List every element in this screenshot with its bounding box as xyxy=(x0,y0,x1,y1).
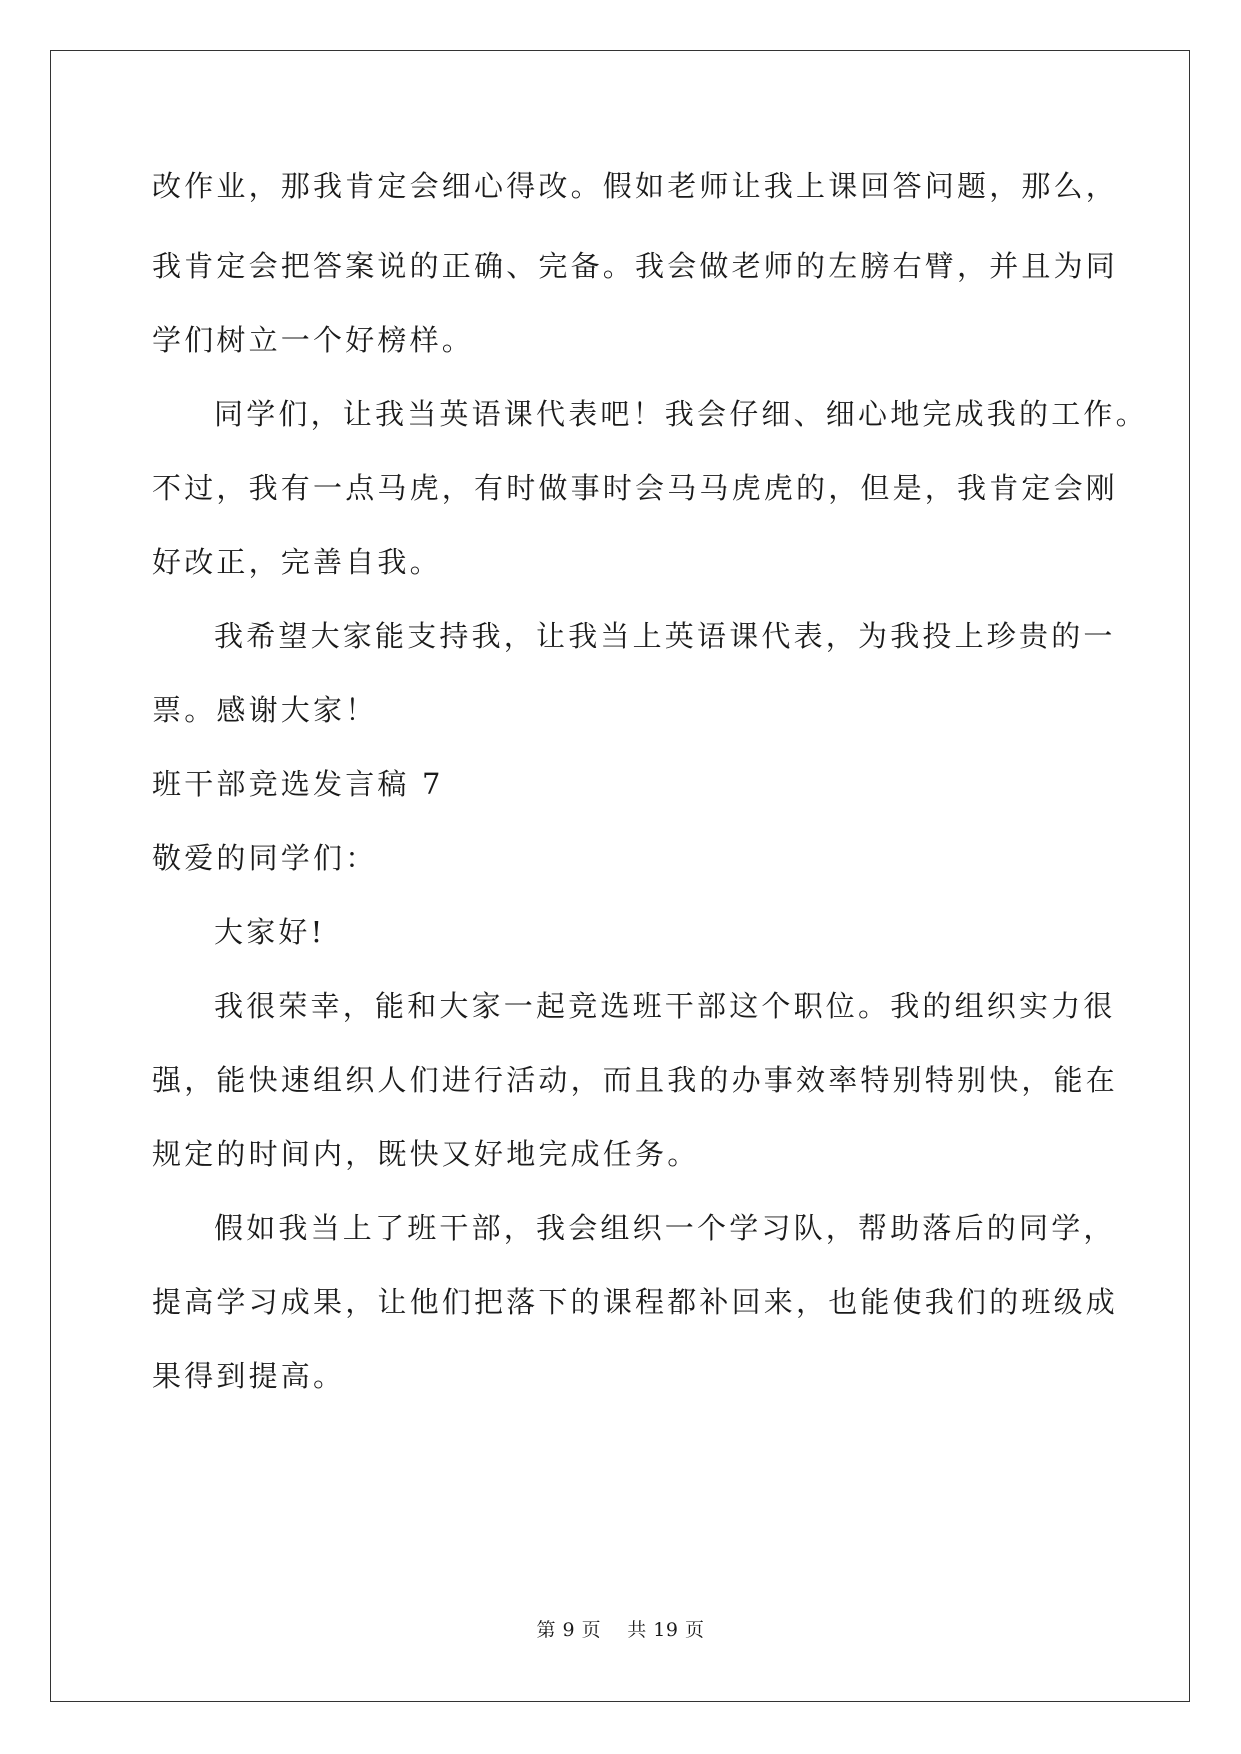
paragraph-line: 好改正，完善自我。 xyxy=(152,545,442,579)
paragraph-line: 我肯定会把答案说的正确、完备。我会做老师的左膀右臂，并且为同 xyxy=(152,249,1119,283)
paragraph-line: 我希望大家能支持我，让我当上英语课代表，为我投上珍贵的一 xyxy=(214,619,1116,653)
page-border xyxy=(50,50,1190,1702)
paragraph-line: 票。感谢大家！ xyxy=(152,693,378,727)
paragraph-line: 学们树立一个好榜样。 xyxy=(152,323,475,357)
section-title: 班干部竞选发言稿 7 xyxy=(152,767,444,801)
page-number-footer: 第 9 页 共 19 页 xyxy=(536,1619,705,1641)
paragraph-line: 提高学习成果，让他们把落下的课程都补回来，也能使我们的班级成 xyxy=(152,1285,1119,1319)
greeting: 大家好! xyxy=(214,915,326,949)
paragraph-line: 规定的时间内，既快又好地完成任务。 xyxy=(152,1137,700,1171)
salutation: 敬爱的同学们： xyxy=(152,841,378,875)
paragraph-line: 同学们，让我当英语课代表吧！我会仔细、细心地完成我的工作。 xyxy=(214,397,1148,431)
paragraph-line: 改作业，那我肯定会细心得改。假如老师让我上课回答问题，那么， xyxy=(152,169,1119,203)
paragraph-line: 果得到提高。 xyxy=(152,1359,346,1393)
paragraph-line: 不过，我有一点马虎，有时做事时会马马虎虎的，但是，我肯定会刚 xyxy=(152,471,1119,505)
paragraph-line: 强，能快速组织人们进行活动，而且我的办事效率特别特别快，能在 xyxy=(152,1063,1119,1097)
paragraph-line: 假如我当上了班干部，我会组织一个学习队，帮助落后的同学， xyxy=(214,1211,1116,1245)
paragraph-line: 我很荣幸，能和大家一起竞选班干部这个职位。我的组织实力很 xyxy=(214,989,1116,1023)
